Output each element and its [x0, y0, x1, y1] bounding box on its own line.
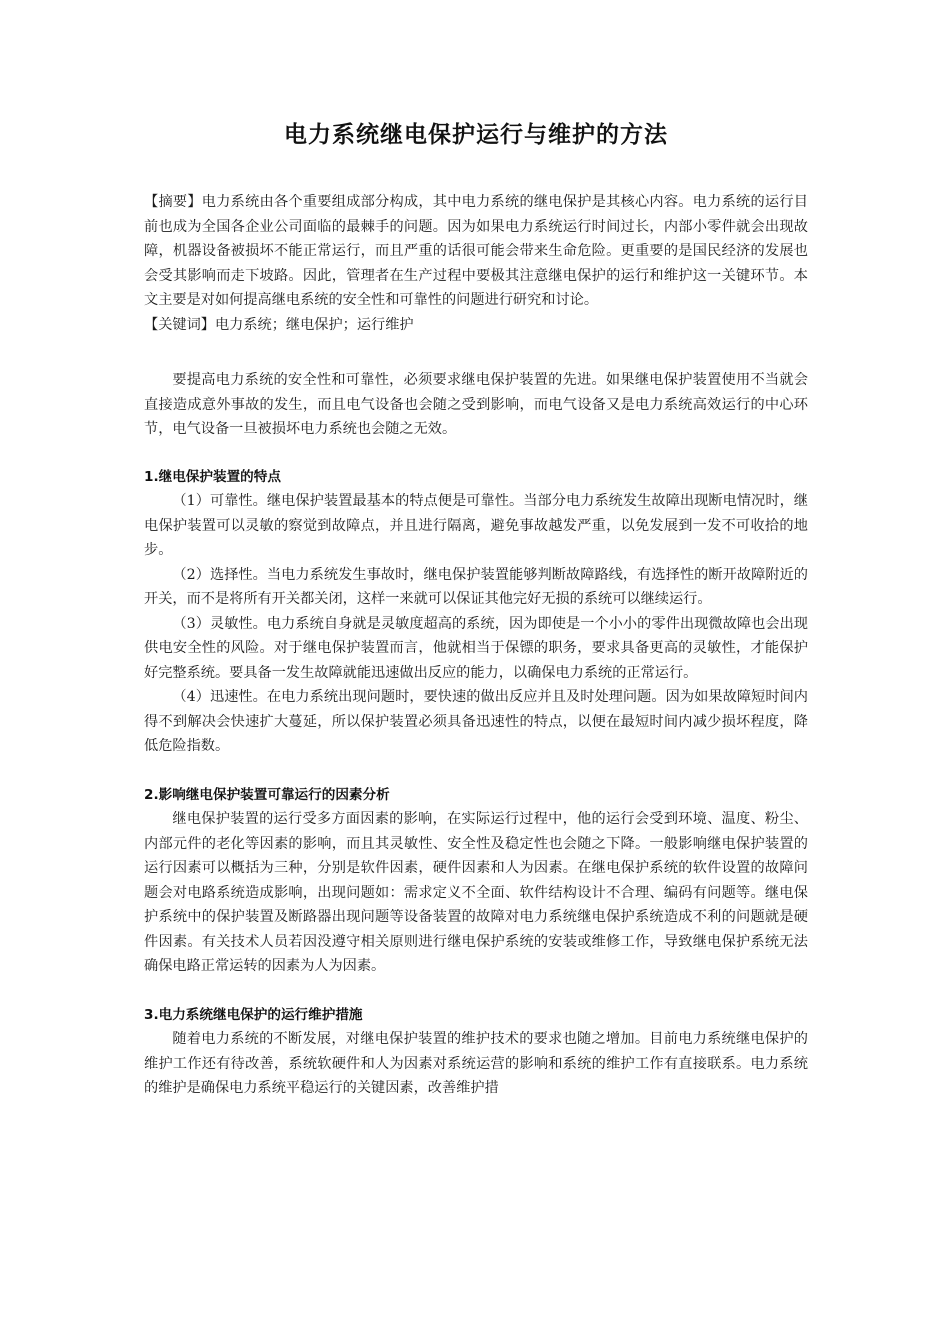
section-paragraph: （2）选择性。当电力系统发生事故时，继电保护装置能够判断故障路线，有选择性的断开故障附近的开关，而不是将所有开关都关闭，这样一来就可以保证其他完好无损的系统可以继续运行。 — [144, 566, 808, 607]
document-page — [144, 120, 808, 1101]
section-2 — [144, 783, 808, 979]
section-paragraph: （4）迅速性。在电力系统出现问题时，要快速的做出反应并且及时处理问题。因为如果故障短时间内得不到解决会快速扩大蔓延，所以保护装置必须具备迅速性的特点，以便在最短时间内减少损坏程度，降低危险指数。 — [144, 689, 808, 754]
section-paragraph: （1）可靠性。继电保护装置最基本的特点便是可靠性。当部分电力系统发生故障出现断电情况时，继电保护装置可以灵敏的察觉到故障点，并且进行隔离，避免事故越发严重，以免发展到一发不可收拾的地步。 — [144, 493, 808, 558]
section-3 — [144, 1003, 808, 1101]
keywords-line: 【关键词】电力系统；继电保护；运行维护 — [144, 316, 414, 333]
document-title: 电力系统继电保护运行与维护的方法 — [284, 122, 668, 148]
section-heading: 2.影响继电保护装置可靠运行的因素分析 — [144, 786, 390, 803]
section-1 — [144, 465, 808, 759]
intro-paragraph: 要提高电力系统的安全性和可靠性，必须要求继电保护装置的先进。如果继电保护装置使用不当就会直接造成意外事故的发生，而且电气设备也会随之受到影响，而电气设备又是电力系统高效运行的中心环节，电气设备一旦被损坏电力系统也会随之无效。 — [144, 372, 808, 437]
section-paragraph: 继电保护装置的运行受多方面因素的影响，在实际运行过程中，他的运行会受到环境、温度、粉尘、内部元件的老化等因素的影响，而且其灵敏性、安全性及稳定性也会随之下降。一般影响继电保护装置的运行因素可以概括为三种，分别是软件因素，硬件因素和人为因素。在继电保护系统的软件设置的故障问题会对电路系统造成影响，出现问题如：需求定义不全面、软件结构设计不合理、编码有问题等。继电保护系统中的保护装置及断路器出现问题等设备装置的故障对电力系统继电保护系统造成不利的问题就是硬件因素。有关技术人员若因没遵守相关原则进行继电保护系统的安装或维修工作，导致继电保护系统无法确保电路正常运转的因素为人为因素。 — [144, 811, 808, 974]
abstract-paragraph: 【摘要】电力系统由各个重要组成部分构成，其中电力系统的继电保护是其核心内容。电力系统的运行目前也成为全国各企业公司面临的最棘手的问题。因为如果电力系统运行时间过长，内部小零件就会出现故障，机器设备被损坏不能正常运行，而且严重的话很可能会带来生命危险。更重要的是国民经济的发展也会受其影响而走下坡路。因此，管理者在生产过程中要极其注意继电保护的运行和维护这一关键环节。本文主要是对如何提高继电系统的安全性和可靠性的问题进行研究和讨论。 — [144, 194, 808, 308]
section-paragraph: 随着电力系统的不断发展，对继电保护装置的维护技术的要求也随之增加。目前电力系统继电保护的维护工作还有待改善，系统软硬件和人为因素对系统运营的影响和系统的维护工作有直接联系。电力系统的维护是确保电力系统平稳运行的关键因素，改善维护措 — [144, 1031, 808, 1096]
section-heading: 1.继电保护装置的特点 — [144, 468, 281, 485]
section-paragraph: （3）灵敏性。电力系统自身就是灵敏度超高的系统，因为即使是一个小小的零件出现微故障也会出现供电安全性的风险。对于继电保护装置而言，他就相当于保镖的职务，要求具备更高的灵敏性，才能保护好完整系统。要具备一发生故障就能迅速做出反应的能力，以确保电力系统的正常运行。 — [144, 615, 808, 681]
section-heading: 3.电力系统继电保护的运行维护措施 — [144, 1006, 363, 1023]
